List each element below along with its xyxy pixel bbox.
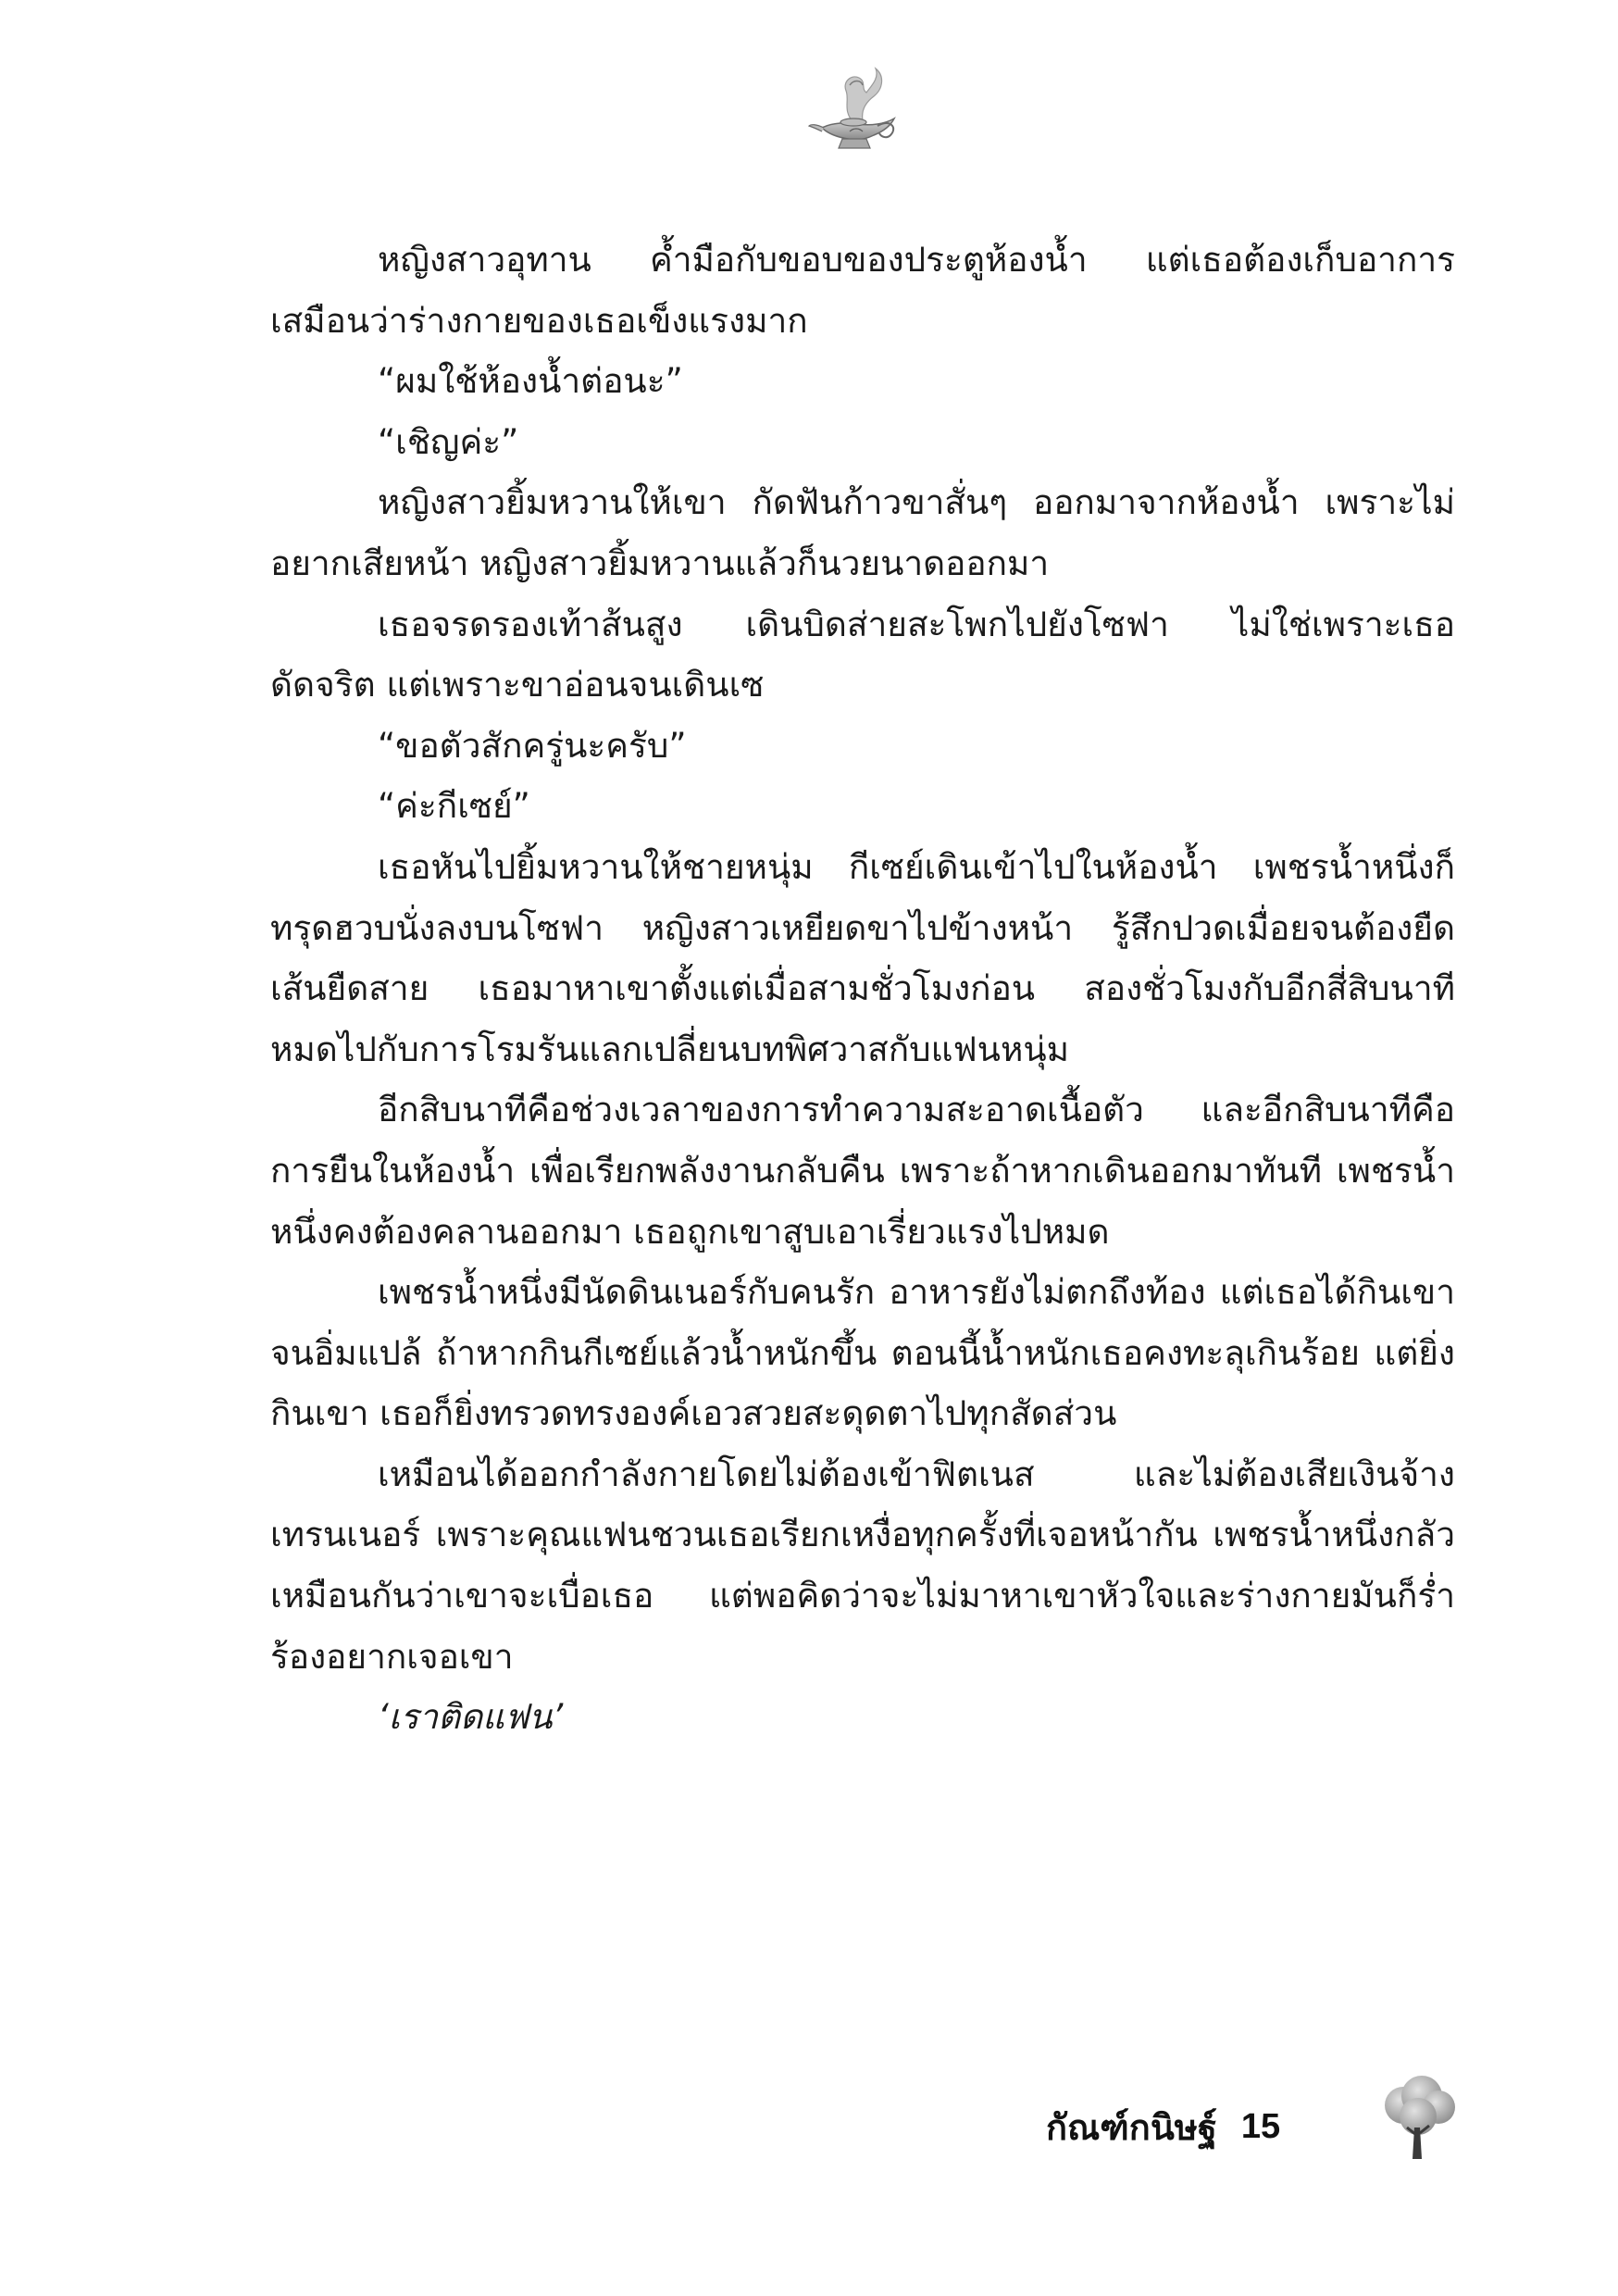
tree-icon [1379, 2074, 1459, 2163]
thought-line: ‘เราติดแฟน’ [378, 1697, 564, 1738]
paragraph: อีกสิบนาทีคือช่วงเวลาของการทำความสะอาดเนื้อตัว และอีกสิบนาทีคือการยืนในห้องน้ำ เพื่อเรียกพลังงานกลับคืน เพราะถ้าหากเดินออกมาทันที เพชรน้ำหนึ่งคงต้องคลานออกมา เธอถูกเขาสูบเอาเรี่ยวแรงไปหมด [270, 1090, 1455, 1252]
paragraph: หญิงสาวยิ้มหวานให้เขา กัดฟันก้าวขาสั่นๆ ออกมาจากห้องน้ำ เพราะไม่อยากเสียหน้า หญิงสาวยิ้มหวานแล้วก็นวยนาดออกมา [270, 482, 1455, 583]
dialogue-line: “ผมใช้ห้องน้ำต่อนะ” [378, 361, 683, 402]
paragraph: หญิงสาวอุทาน ค้ำมือกับขอบของประตูห้องน้ำ แต่เธอต้องเก็บอาการเสมือนว่าร่างกายของเธอเข็งแรงมาก [270, 240, 1455, 341]
page-number: 15 [1240, 2106, 1281, 2146]
author-name: กัณฑ์กนิษฐ์ [1046, 2106, 1217, 2148]
genie-lamp-icon [805, 57, 907, 159]
paragraph: เพชรน้ำหนึ่งมีนัดดินเนอร์กับคนรัก อาหารยังไม่ตกถึงท้อง แต่เธอได้กินเขาจนอิ่มแปล้ ถ้าหากกินกีเซย์แล้วน้ำหนักขึ้น ตอนนี้น้ำหนักเธอคงทะลุเกินร้อย แต่ยิ่งกินเขา เธอก็ยิ่งทรวดทรงองค์เอวสวยสะดุดตาไปทุกสัดส่วน [270, 1272, 1455, 1434]
body-text [270, 230, 1455, 1748]
paragraph: เหมือนได้ออกกำลังกายโดยไม่ต้องเข้าฟิตเนส และไม่ต้องเสียเงินจ้างเทรนเนอร์ เพราะคุณแฟนชวนเธอเรียกเหงื่อทุกครั้งที่เจอหน้ากัน เพชรน้ำหนึ่งกลัวเหมือนกันว่าเขาจะเบื่อเธอ แต่พอคิดว่าจะไม่มาหาเขาหัวใจและร่างกายมันก็ร่ำร้องอยากเจอเขา [270, 1454, 1455, 1677]
page-footer [1046, 2094, 1280, 2159]
paragraph: เธอจรดรองเท้าส้นสูง เดินบิดส่ายสะโพกไปยังโซฟา ไม่ใช่เพราะเธอดัดจริต แต่เพราะขาอ่อนจนเดินเซ [270, 604, 1455, 705]
dialogue-line: “ค่ะกีเซย์” [378, 786, 530, 827]
paragraph: เธอหันไปยิ้มหวานให้ชายหนุ่ม กีเซย์เดินเข้าไปในห้องน้ำ เพชรน้ำหนึ่งก็ทรุดฮวบนั่งลงบนโซฟา หญิงสาวเหยียดขาไปข้างหน้า รู้สึกปวดเมื่อยจนต้องยืดเส้นยืดสาย เธอมาหาเขาตั้งแต่เมื่อสามชั่วโมงก่อน สองชั่วโมงกับอีกสี่สิบนาที หมดไปกับการโรมรันแลกเปลี่ยนบทพิศวาสกับแฟนหนุ่ม [270, 846, 1455, 1069]
dialogue-line: “เชิญค่ะ” [378, 421, 519, 462]
dialogue-line: “ขอตัวสักครู่นะครับ” [378, 725, 687, 766]
